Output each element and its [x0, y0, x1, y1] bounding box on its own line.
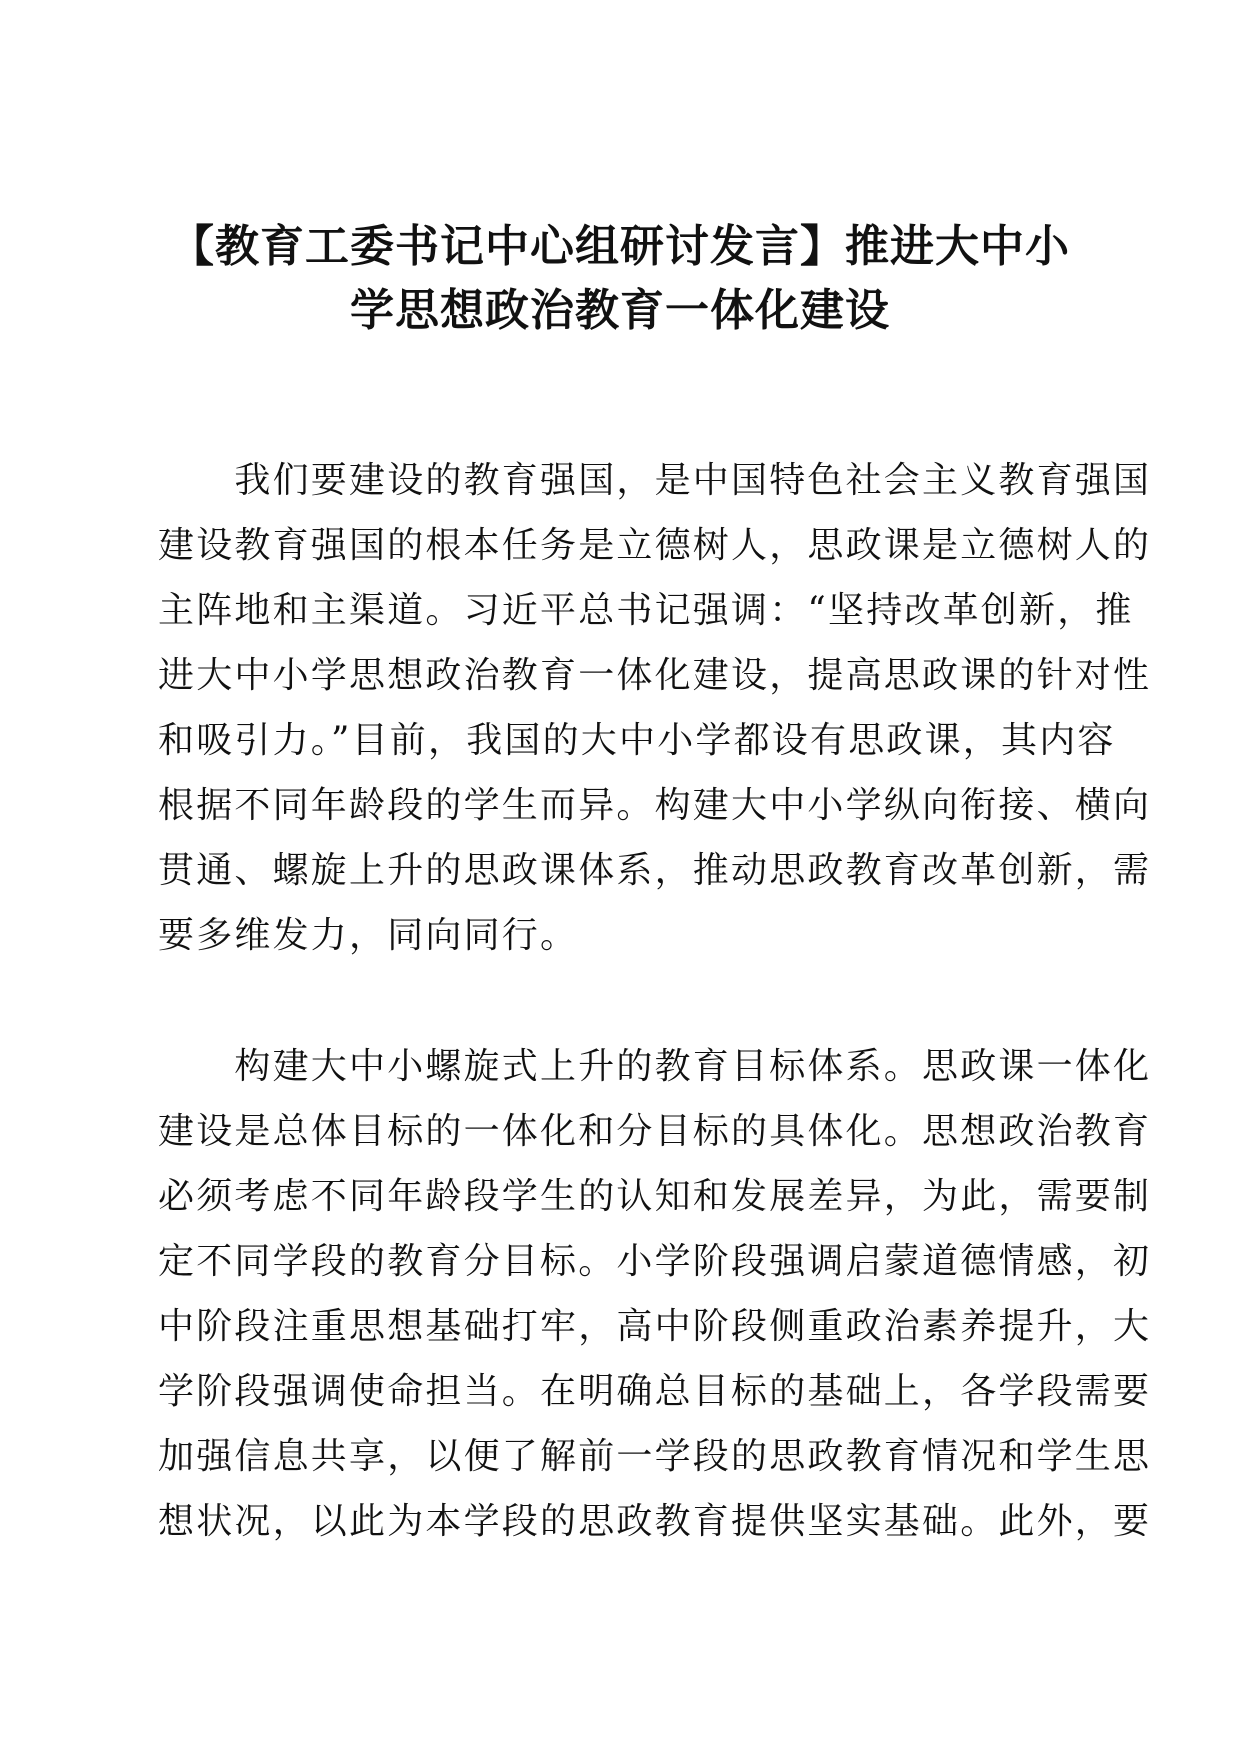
- document-title: [140, 215, 1100, 343]
- paragraph-line: 学阶段强调使命担当。在明确总目标的基础上，各学段需要: [158, 1371, 1152, 1412]
- paragraph-2: [158, 1034, 1152, 1554]
- paragraph-line: 贯通、螺旋上升的思政课体系，推动思政教育改革创新，需: [158, 850, 1152, 891]
- paragraph-line: 建设教育强国的根本任务是立德树人，思政课是立德树人的: [158, 525, 1152, 566]
- paragraph-line: 建设是总体目标的一体化和分目标的具体化。思想政治教育: [158, 1111, 1152, 1152]
- paragraph-line: 主阵地和主渠道。习近平总书记强调：“坚持改革创新，推: [158, 590, 1134, 631]
- paragraph-line: 加强信息共享，以便了解前一学段的思政教育情况和学生思: [158, 1436, 1152, 1477]
- title-line-2: 学思想政治教育一体化建设: [350, 285, 890, 336]
- paragraph-line: 我们要建设的教育强国，是中国特色社会主义教育强国: [158, 460, 1152, 501]
- paragraph-line: 进大中小学思想政治教育一体化建设，提高思政课的针对性: [158, 655, 1152, 696]
- paragraph-line: 必须考虑不同年龄段学生的认知和发展差异，为此，需要制: [158, 1176, 1152, 1217]
- paragraph-line: 想状况，以此为本学段的思政教育提供坚实基础。此外，要: [158, 1501, 1152, 1542]
- paragraph-line: 根据不同年龄段的学生而异。构建大中小学纵向衔接、横向: [158, 785, 1152, 826]
- paragraph-line: 定不同学段的教育分目标。小学阶段强调启蒙道德情感，初: [158, 1241, 1152, 1282]
- paragraph-line: 要多维发力，同向同行。: [158, 915, 579, 956]
- paragraph-line: 中阶段注重思想基础打牢，高中阶段侧重政治素养提升，大: [158, 1306, 1152, 1347]
- paragraph-1: [158, 448, 1152, 968]
- paragraph-line: 和吸引力。”目前，我国的大中小学都设有思政课，其内容: [158, 720, 1116, 761]
- title-line-1: 【教育工委书记中心组研讨发言】推进大中小: [170, 221, 1070, 272]
- paragraph-line: 构建大中小螺旋式上升的教育目标体系。思政课一体化: [158, 1046, 1152, 1087]
